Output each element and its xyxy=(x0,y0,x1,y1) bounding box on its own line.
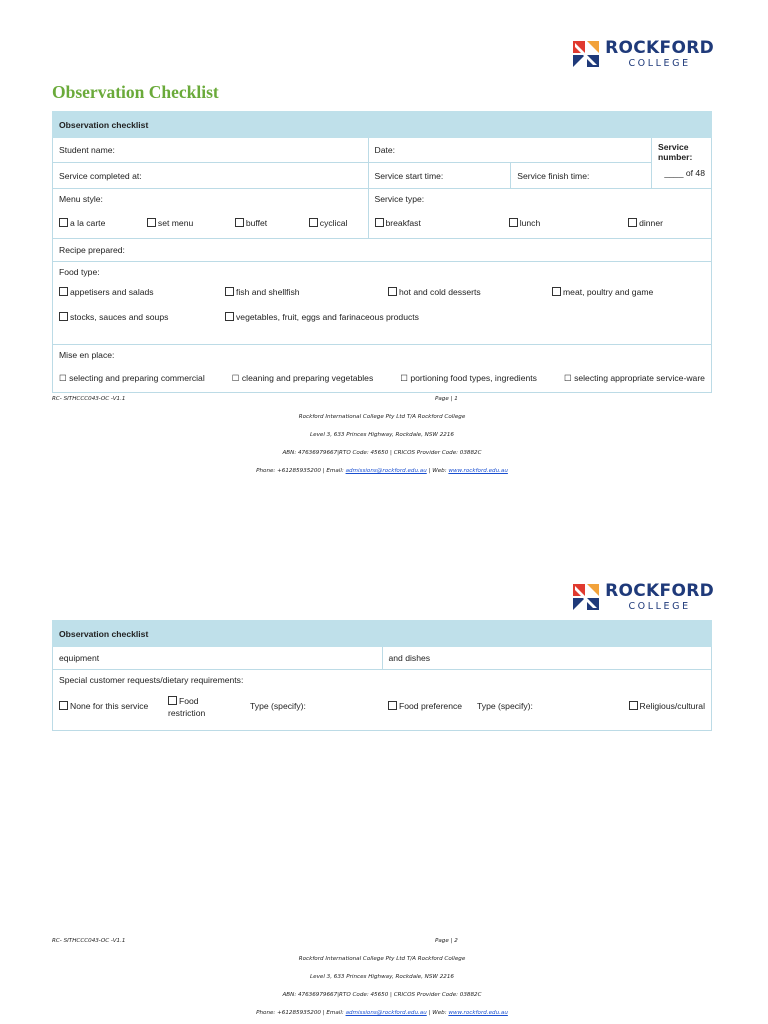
service-type-label: Service type: xyxy=(374,194,425,204)
special-requests-cell xyxy=(53,670,712,731)
checkbox-icon xyxy=(552,287,561,296)
service-completed-field[interactable]: Service completed at: xyxy=(53,163,369,189)
type-specify-label-2: Type (specify): xyxy=(477,701,533,711)
footer-address: Level 3, 633 Princes Highway, Rockdale, NSW 2216 xyxy=(310,432,454,438)
checkbox-icon xyxy=(628,218,637,227)
checkbox-icon xyxy=(509,218,518,227)
checkbox-icon xyxy=(59,701,68,710)
service-finish-time-field[interactable]: Service finish time: xyxy=(511,163,652,189)
footer-code: RC- SITHCCC043-OC -V1.1 xyxy=(52,396,126,402)
food-option-fish[interactable]: fish and shellfish xyxy=(225,287,300,297)
food-option-meat[interactable]: meat, poultry and game xyxy=(552,287,653,297)
food-option-appetisers[interactable]: appetisers and salads xyxy=(59,287,154,297)
food-restriction-option[interactable]: Food restriction xyxy=(168,696,206,718)
menu-style-cell xyxy=(53,189,369,239)
email-link[interactable]: admissions@rockford.edu.au xyxy=(345,468,427,474)
mise-en-place-cell xyxy=(53,345,712,393)
service-option-lunch[interactable]: lunch xyxy=(509,218,541,228)
footer-address: Level 3, 633 Princes Highway, Rockdale, NSW 2216 xyxy=(310,974,454,980)
food-preference-option[interactable]: Food preference xyxy=(388,701,462,711)
logo-mark-icon xyxy=(573,41,599,67)
food-type-label: Food type: xyxy=(59,267,100,277)
footer-abn: ABN: 47636979667|RTO Code: 45650 | CRICOS Provider Code: 03882C xyxy=(282,450,482,456)
checkbox-icon xyxy=(147,218,156,227)
table-header: Observation checklist xyxy=(53,621,712,647)
service-type-cell xyxy=(368,189,712,239)
mise-option-portioning[interactable]: ☐ portioning food types, ingredients xyxy=(400,373,537,383)
menu-option-cyclical[interactable]: cyclical xyxy=(309,218,348,228)
checkbox-icon xyxy=(375,218,384,227)
checkbox-icon xyxy=(629,701,638,710)
footer-page-number: Page | 2 xyxy=(435,938,458,944)
student-name-field[interactable]: Student name: xyxy=(53,138,369,163)
service-number-value[interactable]: ____ of 48 xyxy=(664,168,705,178)
college-logo xyxy=(573,40,714,69)
logo-mark-icon xyxy=(573,584,599,610)
footer-abn: ABN: 47636979667|RTO Code: 45650 | CRICOS Provider Code: 03882C xyxy=(282,992,482,998)
menu-style-label: Menu style: xyxy=(59,194,103,204)
dishes-continued: and dishes xyxy=(382,647,712,670)
footer-company: Rockford International College Pty Ltd T/A Rockford College xyxy=(298,414,466,420)
mise-option-service-ware[interactable]: ☐ selecting appropriate service-ware xyxy=(563,373,705,383)
special-requests-label: Special customer requests/dietary requirements: xyxy=(59,675,244,685)
date-field[interactable]: Date: xyxy=(368,138,652,163)
menu-option-a-la-carte[interactable]: a la carte xyxy=(59,218,105,228)
mise-en-place-label: Mise en place: xyxy=(59,350,115,360)
food-type-cell xyxy=(53,262,712,345)
checkbox-icon xyxy=(388,701,397,710)
page-title: Observation Checklist xyxy=(52,82,219,102)
menu-option-set-menu[interactable]: set menu xyxy=(147,218,193,228)
service-number-label: Service number: xyxy=(658,142,693,162)
type-specify-label: Type (specify): xyxy=(250,701,306,711)
footer-contact: Phone: +61285935200 | Email: admissions@rockford.edu.au | Web: www.rockford.edu.au xyxy=(256,1010,508,1016)
table-header: Observation checklist xyxy=(53,112,712,138)
logo-sub: COLLEGE xyxy=(628,601,691,612)
checkbox-icon xyxy=(168,696,177,705)
food-option-stocks[interactable]: stocks, sauces and soups xyxy=(59,312,168,322)
checkbox-icon xyxy=(225,287,234,296)
footer-code: RC- SITHCCC043-OC -V1.1 xyxy=(52,938,126,944)
observation-table-page1 xyxy=(52,111,712,393)
equipment-continued: equipment xyxy=(53,647,383,670)
logo-sub: COLLEGE xyxy=(628,58,691,69)
religious-cultural-option[interactable]: Religious/cultural xyxy=(629,701,705,711)
college-logo-page2 xyxy=(573,583,714,612)
service-option-breakfast[interactable]: breakfast xyxy=(375,218,421,228)
logo-name: ROCKFORD xyxy=(605,38,714,58)
footer-page-number: Page | 1 xyxy=(435,396,458,402)
none-for-service-option[interactable]: None for this service xyxy=(59,701,148,711)
recipe-prepared-field[interactable]: Recipe prepared: xyxy=(53,239,712,262)
logo-name: ROCKFORD xyxy=(605,581,714,601)
checkbox-icon xyxy=(225,312,234,321)
checkbox-icon xyxy=(235,218,244,227)
service-start-time-field[interactable]: Service start time: xyxy=(368,163,511,189)
food-option-vegetables[interactable]: vegetables, fruit, eggs and farinaceous products xyxy=(225,312,419,322)
checkbox-icon xyxy=(309,218,318,227)
menu-option-buffet[interactable]: buffet xyxy=(235,218,267,228)
service-number-cell xyxy=(652,138,712,189)
observation-table-page2 xyxy=(52,620,712,731)
mise-option-vegetables[interactable]: ☐ cleaning and preparing vegetables xyxy=(231,373,374,383)
service-option-dinner[interactable]: dinner xyxy=(628,218,663,228)
email-link[interactable]: admissions@rockford.edu.au xyxy=(345,1010,427,1016)
footer-contact: Phone: +61285935200 | Email: admissions@rockford.edu.au | Web: www.rockford.edu.au xyxy=(256,468,508,474)
food-option-desserts[interactable]: hot and cold desserts xyxy=(388,287,481,297)
checkbox-icon xyxy=(388,287,397,296)
web-link[interactable]: www.rockford.edu.au xyxy=(448,468,508,474)
footer-company: Rockford International College Pty Ltd T/A Rockford College xyxy=(298,956,466,962)
checkbox-icon xyxy=(59,312,68,321)
checkbox-icon xyxy=(59,218,68,227)
checkbox-icon xyxy=(59,287,68,296)
mise-option-commercial[interactable]: ☐ selecting and preparing commercial xyxy=(59,373,205,383)
web-link[interactable]: www.rockford.edu.au xyxy=(448,1010,508,1016)
